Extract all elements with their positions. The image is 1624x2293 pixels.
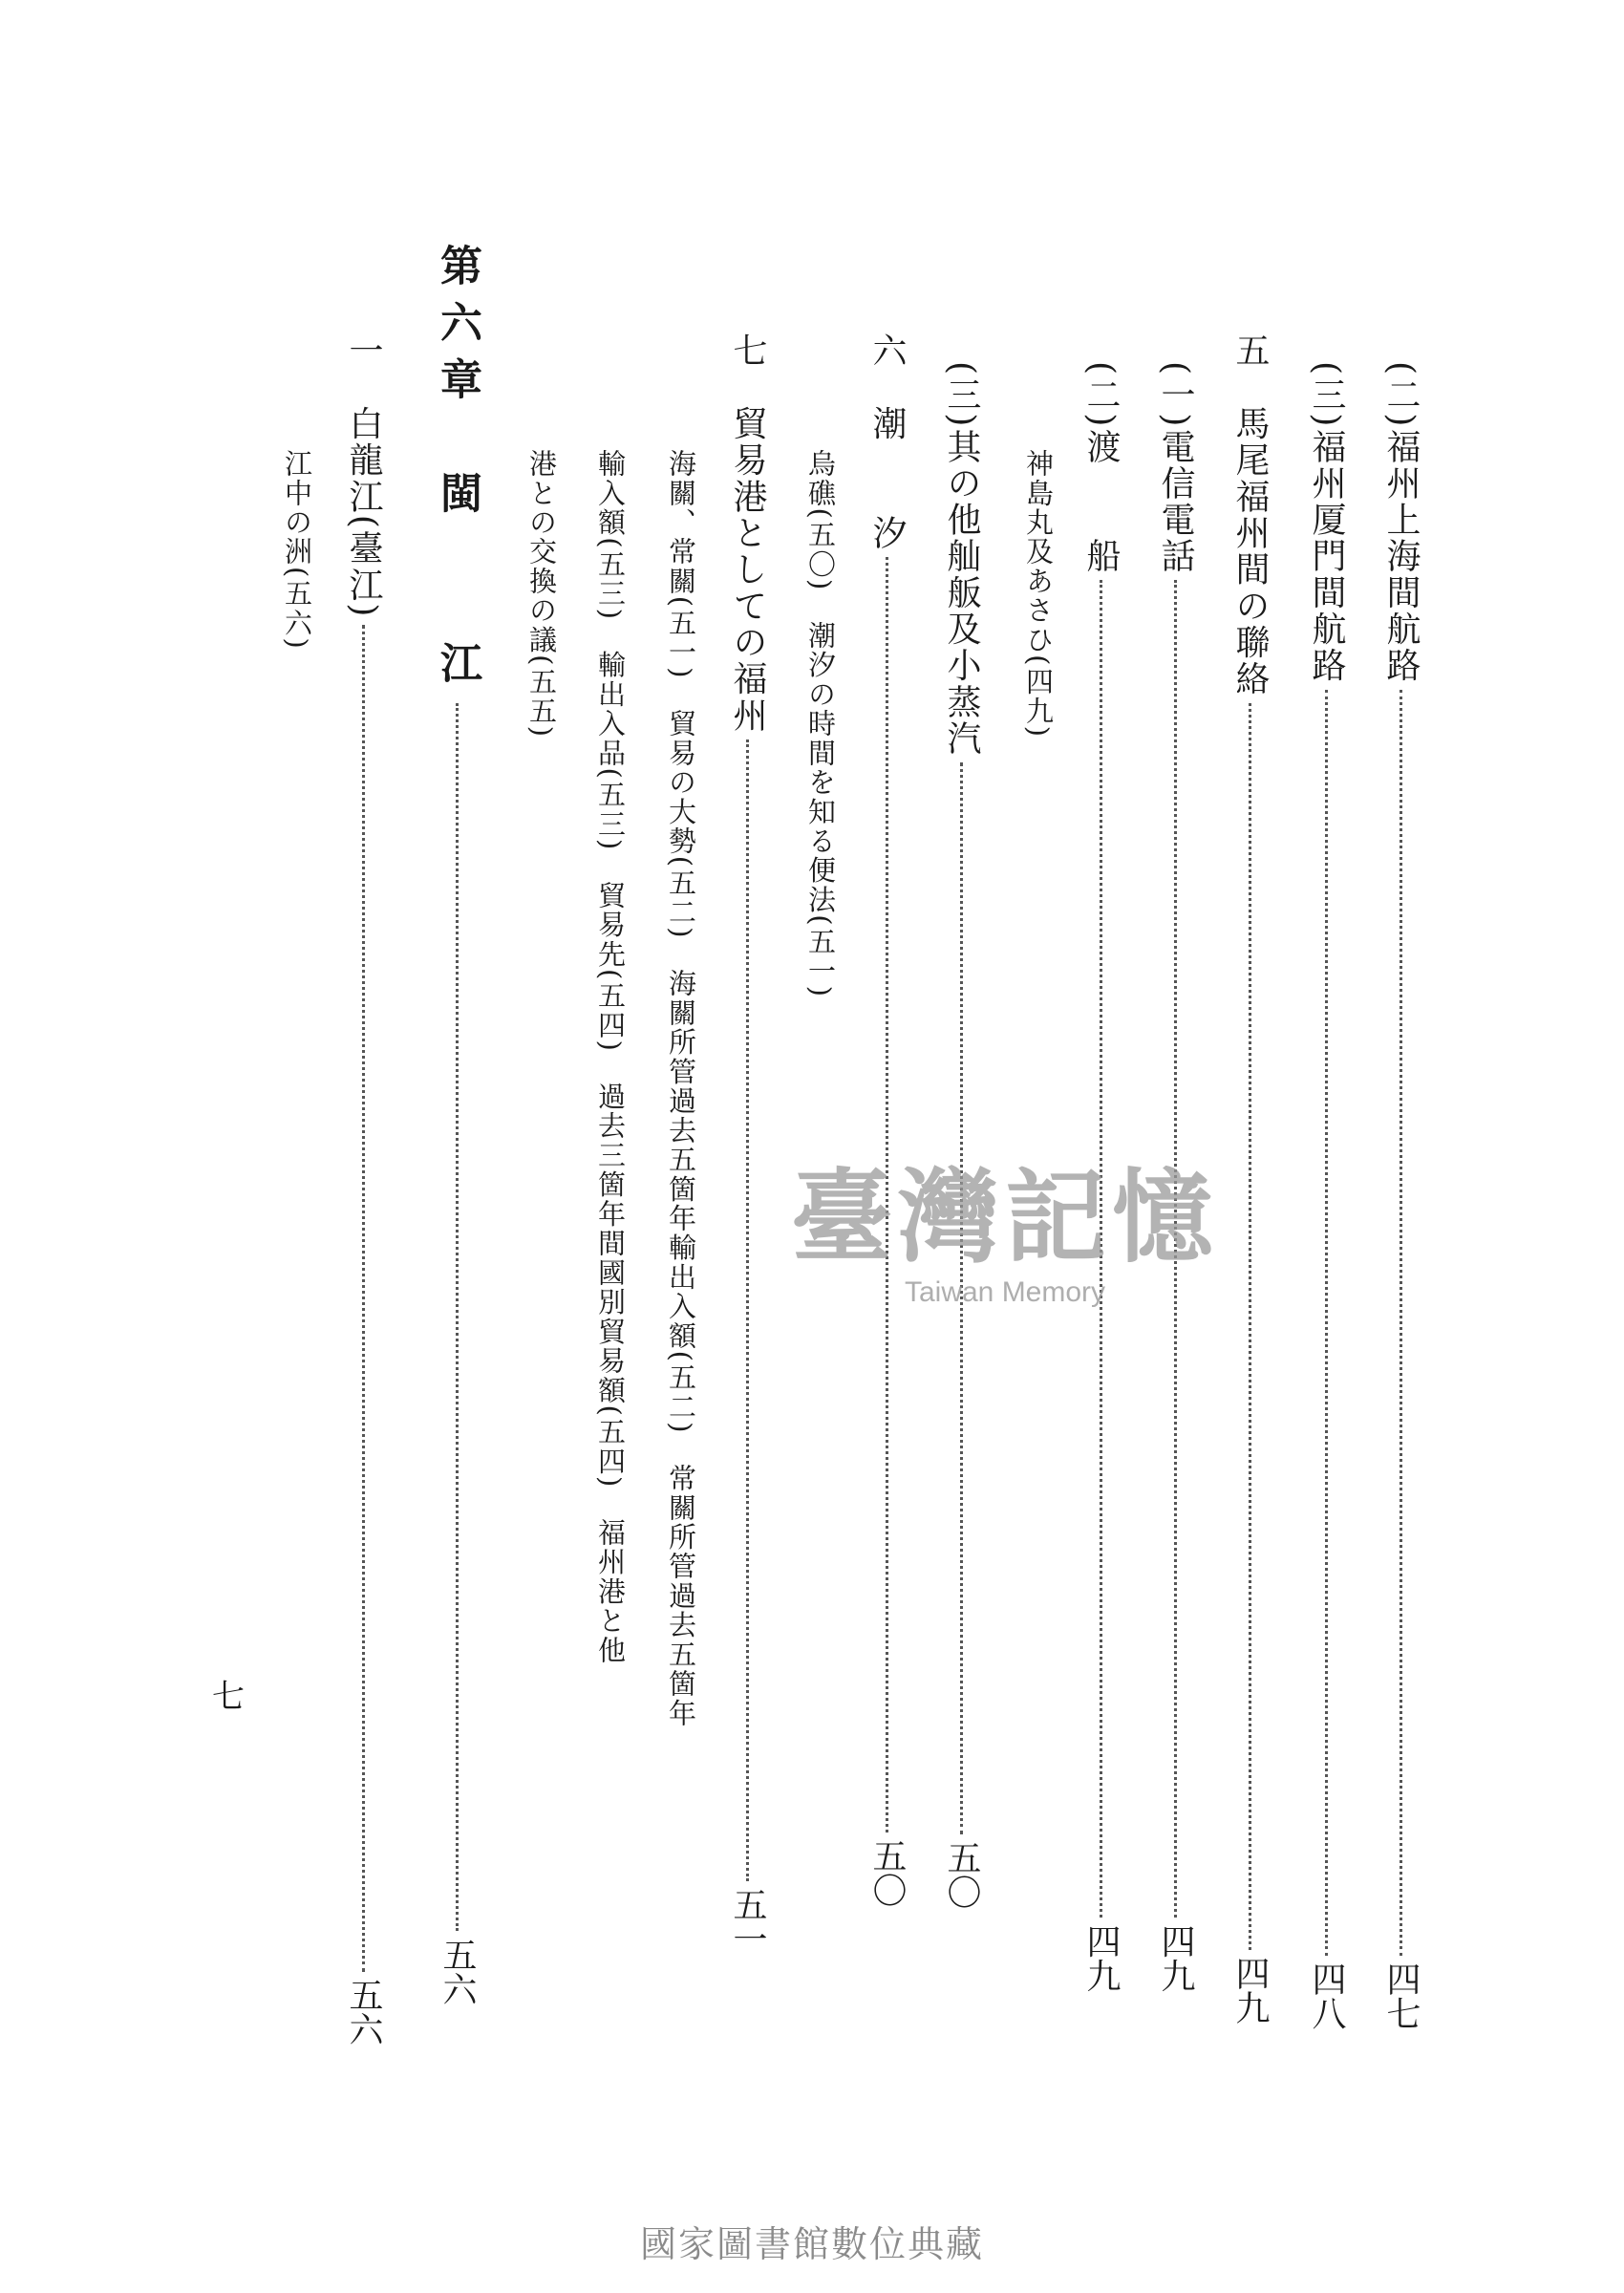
entry-title: 渡 船 xyxy=(1081,428,1121,575)
entry-page: 五一 xyxy=(728,1886,767,1956)
entry-title: 電信電話 xyxy=(1156,428,1195,575)
chapter-title: 第六章 閩 江 xyxy=(433,244,481,698)
toc-subentry-ships xyxy=(1022,449,1055,739)
watermark-cn: 臺灣記憶 xyxy=(791,1157,1219,1276)
subentry-text: 海關、常關(五一) 貿易の大勢(五二) 海關所管過去五箇年輸出入額(五二) 常關所管過去五箇年 xyxy=(665,449,697,1728)
entry-title: 福州上海間航路 xyxy=(1381,428,1421,684)
toc-subentry-trade-2 xyxy=(594,449,627,1665)
entry-marker: (三) xyxy=(1307,361,1346,429)
entry-page: 四九 xyxy=(1230,1955,1270,2025)
toc-subentry-trade-3 xyxy=(525,449,558,739)
toc-subentry-trade-1 xyxy=(665,449,697,1728)
watermark-en: Taiwan Memory xyxy=(904,1276,1106,1308)
entry-page: 五六 xyxy=(344,1977,383,2047)
subentry-text: 江中の洲(五六) xyxy=(281,449,313,651)
entry-title: 五 馬尾福州間の聯絡 xyxy=(1230,332,1270,697)
toc-entry-chapter6-1 xyxy=(344,332,383,2047)
watermark-logo xyxy=(791,1137,1219,1309)
toc-subentry-tides xyxy=(804,449,837,998)
leader-dots xyxy=(456,703,459,1931)
leader-dots xyxy=(1325,690,1328,1956)
toc-entry-section-6 xyxy=(867,332,907,1907)
leader-dots xyxy=(1249,703,1251,1950)
toc-subentry-islands xyxy=(281,449,313,651)
page-number: 七 xyxy=(212,1678,245,1716)
entry-page: 四八 xyxy=(1307,1961,1346,2030)
entry-title: 七 貿易港としての福州 xyxy=(728,332,767,734)
entry-title: 一 白龍江(臺江) xyxy=(344,332,383,619)
toc-entry-section-5 xyxy=(1230,332,1270,2025)
leader-dots xyxy=(1400,690,1402,1956)
entry-marker: (一) xyxy=(1156,361,1195,429)
toc-entry-other-boats xyxy=(942,361,981,1910)
subentry-text: 烏礁(五〇) 潮汐の時間を知る便法(五一) xyxy=(804,449,837,998)
entry-page: 四九 xyxy=(1156,1923,1195,1993)
toc-entry-shanghai-route xyxy=(1381,361,1421,2030)
toc-entry-section-7 xyxy=(728,332,767,1956)
entry-title: 其の他舢舨及小蒸汽 xyxy=(942,428,981,758)
entry-page: 五六 xyxy=(438,1937,477,2006)
entry-page: 五〇 xyxy=(867,1837,907,1907)
entry-marker: (二) xyxy=(1081,361,1121,429)
entry-title: 六 潮 汐 xyxy=(867,332,907,551)
leader-dots xyxy=(746,739,749,1881)
entry-marker: (三) xyxy=(942,361,981,429)
footer-archive-label: 國家圖書館數位典藏 xyxy=(639,2223,984,2265)
entry-title: 福州厦門間航路 xyxy=(1307,428,1346,684)
toc-entry-amoy-route xyxy=(1307,361,1346,2030)
subentry-text: 神島丸及あさひ(四九) xyxy=(1022,449,1055,739)
leader-dots xyxy=(362,625,365,1972)
entry-page: 五〇 xyxy=(942,1840,981,1910)
subentry-text: 輸入額(五三) 輸出入品(五三) 貿易先(五四) 過去三箇年間國別貿易額(五四) 福州港と他 xyxy=(594,449,627,1665)
chapter-6-heading xyxy=(433,244,481,2006)
entry-page: 四七 xyxy=(1381,1961,1421,2030)
entry-marker: (二) xyxy=(1381,361,1421,429)
entry-page: 四九 xyxy=(1081,1923,1121,1993)
subentry-text: 港との交換の議(五五) xyxy=(525,449,558,739)
